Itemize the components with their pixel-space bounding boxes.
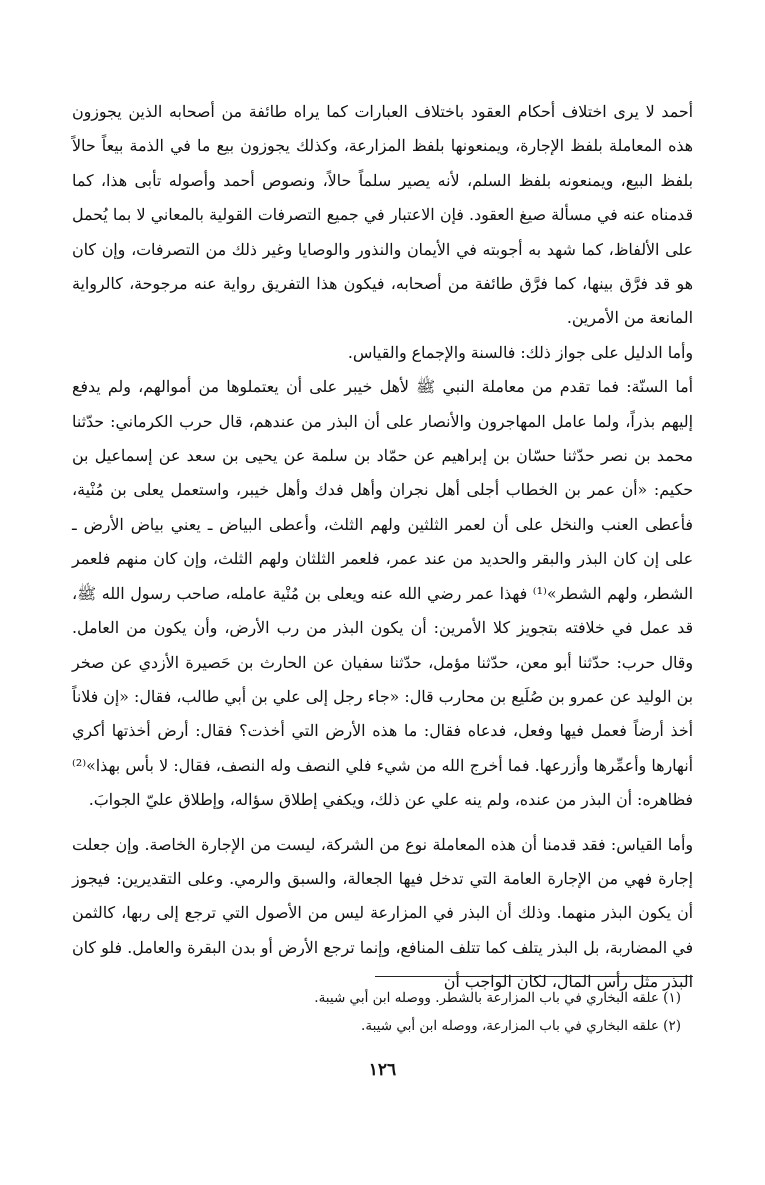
paragraph-3: أما السنّة: فما تقدم من معاملة النبي ﷺ لأهل خيبر على أن يعتملوها من أموالهم، ولم يدفع إليهم بذراً، ولما عامل المهاجرون والأنصار على أن البذر من عندهم، قال حرب الكرماني: حدّثنا محمد بن نصر حدّثنا حسّان بن إبراهيم عن حمّاد بن سلمة عن يحيى بن سعد عن إسماعيل بن حكيم: «أن عمر بن الخطاب أجلى أهل نجران وأهل فدك وأهل خيبر، واستعمل يعلى بن مُنْية، فأعطى العنب والنخل على أن لعمر الثلثين ولهم الثلث، وأعطى البياض ـ يعني بياض الأرض ـ على إن كان البذر والبقر والحديد من عند عمر، فلعمر الثلثان ولهم الثلث، وإن كان منهم فلعمر الشطر، ولهم الشطر»⁽¹⁾ فهذا عمر رضي الله عنه ويعلى بن مُنْية عامله، صاحب رسول الله ﷺ، قد عمل في خلافته بتجويز كلا الأمرين: أن يكون البذر من رب الأرض، وأن يكون من العامل. وقال حرب: حدّثنا أبو معن، حدّثنا مؤمل، حدّثنا سفيان عن الحارث بن حَصيرة الأزدي عن صخر بن الوليد عن عمرو بن صُلَيع بن محارب قال: «جاء رجل إلى علي بن أبي طالب، فقال: «إن فلاناً أخذ أرضاً فعمل فيها وفعل، فدعاه فقال: ما هذه الأرض التي أخذت؟ فقال: أرض أخذتها أكري أنهارها وأعمِّرها وأزرعها. فما أخرج الله من شيء فلي النصف وله النصف، فقال: لا بأس بهذا»⁽²⁾فظاهره: أن البذر من عنده، ولم ينه علي عن ذلك، ويكفي إطلاق سؤاله، وإطلاق عليّ الجوابَ. [72,377,693,810]
main-text [72,95,693,1000]
footnote-1: (١) علقه البخاري في باب المزارعة بالشطر. ووصله ابن أبي شيبة. [314,990,681,1006]
footnotes [80,984,681,1040]
paragraph-1: أحمد لا يرى اختلاف أحكام العقود باختلاف العبارات كما يراه طائفة من أصحابه الذين يجوزون هذه المعاملة بلفظ الإجارة، ويمنعونها بلفظ المزارعة، وكذلك يجوزون بيع ما في الذمة بيعاً حالاً بلفظ البيع، ويمنعونه بلفظ السلم، لأنه يصير سلماً حالاً، ونصوص أحمد وأصوله تأبى هذا، كما قدمناه عنه في مسألة صيغ العقود. فإن الاعتبار في جميع التصرفات القولية بالمعاني لا بما يُحمل على الألفاظ، كما شهد به أجوبته في الأيمان والنذور والوصايا وغير ذلك من التصرفات، وإن كان هو قد فرَّق بينها، كما فرَّق طائفة من أصحابه، فيكون هذا التفريق رواية عنه مرجوحة، كالرواية المانعة من الأمرين. [72,102,693,328]
footnote-2: (٢) علقه البخاري في باب المزارعة، ووصله ابن أبي شيبة. [361,1018,681,1034]
page-number: ١٢٦ [368,1060,397,1080]
footnote-divider [375,976,693,977]
paragraph-2: وأما الدليل على جواز ذلك: فالسنة والإجماع والقياس. [347,342,693,362]
paragraph-4: وأما القياس: فقد قدمنا أن هذه المعاملة نوع من الشركة، ليست من الإجارة الخاصة. وإن جعلت إجارة فهي من الإجارة العامة التي تدخل فيها الجعالة، والسبق والرمي. وعلى التقديرين: فيجوز أن يكون البذر منهما. وذلك أن البذر في المزارعة ليس من الأصول التي ترجع إلى ربها، كالثمن في المضاربة، بل البذر يتلف كما تتلف المنافع، وإنما ترجع الأرض أو بدن البقرة والعامل. فلو كان البذر مثل رأس المال، لكان الواجب أن [72,834,693,992]
